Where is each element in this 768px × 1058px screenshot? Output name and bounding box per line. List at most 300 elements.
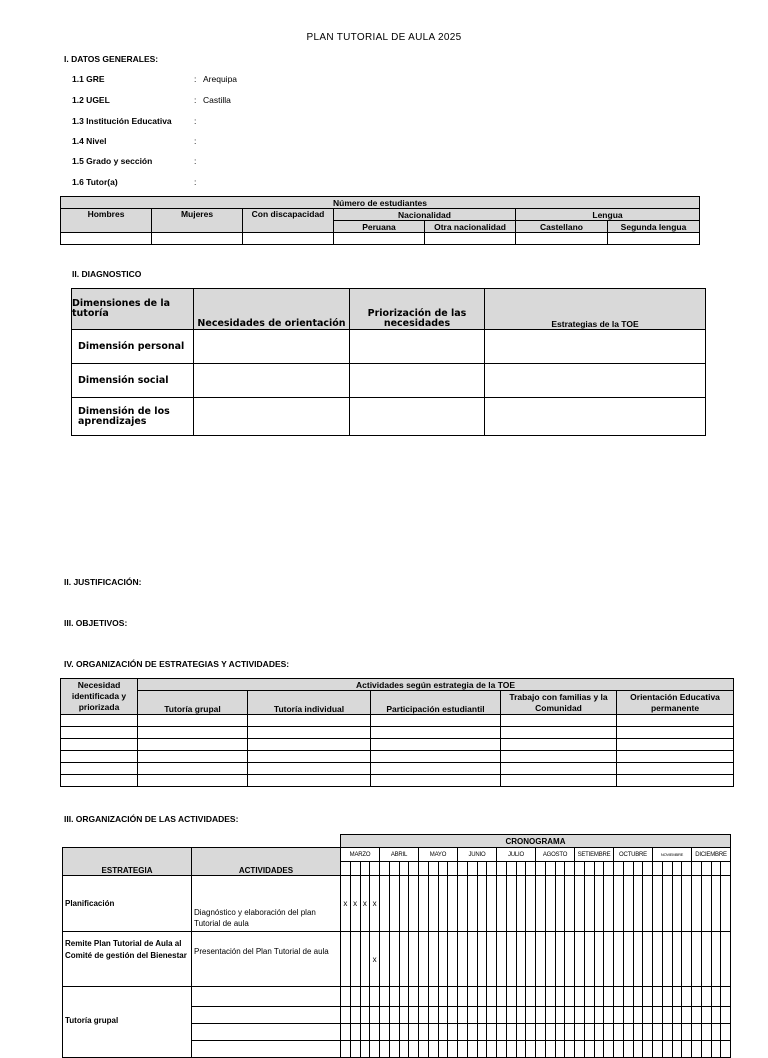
schedule-cell[interactable] [448, 932, 458, 987]
cell[interactable] [501, 751, 617, 763]
schedule-cell[interactable] [711, 932, 721, 987]
schedule-cell[interactable] [633, 876, 643, 932]
schedule-cell[interactable] [477, 876, 487, 932]
schedule-cell[interactable] [419, 1024, 429, 1041]
schedule-cell[interactable] [516, 1024, 526, 1041]
schedule-cell[interactable] [701, 1041, 711, 1058]
schedule-cell[interactable] [389, 1041, 399, 1058]
schedule-cell[interactable] [662, 932, 672, 987]
cell[interactable] [371, 775, 501, 787]
schedule-cell[interactable] [506, 987, 516, 1007]
week-cell [380, 862, 390, 876]
schedule-cell[interactable] [350, 932, 360, 987]
schedule-cell[interactable] [653, 932, 663, 987]
schedule-cell[interactable] [545, 1041, 555, 1058]
schedule-cell[interactable] [526, 1041, 536, 1058]
cell[interactable] [61, 739, 138, 751]
schedule-cell[interactable] [360, 1024, 370, 1041]
schedule-cell[interactable] [399, 1024, 409, 1041]
schedule-cell[interactable] [497, 876, 507, 932]
schedule-cell[interactable] [623, 932, 633, 987]
schedule-cell[interactable] [458, 1024, 468, 1041]
cell[interactable] [501, 727, 617, 739]
cell[interactable] [138, 775, 248, 787]
schedule-cell[interactable] [711, 1041, 721, 1058]
schedule-cell[interactable] [721, 1007, 731, 1024]
cell[interactable] [501, 763, 617, 775]
schedule-cell[interactable]: x [341, 876, 351, 932]
schedule-cell[interactable] [477, 1024, 487, 1041]
schedule-cell[interactable] [623, 1041, 633, 1058]
schedule-cell[interactable] [428, 1041, 438, 1058]
cell[interactable] [138, 763, 248, 775]
schedule-cell[interactable] [341, 1024, 351, 1041]
schedule-cell[interactable] [721, 987, 731, 1007]
schedule-cell[interactable] [389, 1024, 399, 1041]
schedule-cell[interactable] [458, 876, 468, 932]
cell[interactable] [152, 233, 243, 245]
schedule-cell[interactable] [545, 932, 555, 987]
schedule-cell[interactable] [721, 876, 731, 932]
cell[interactable] [61, 715, 138, 727]
schedule-cell[interactable] [662, 1041, 672, 1058]
cell[interactable] [371, 751, 501, 763]
schedule-cell[interactable] [536, 1041, 546, 1058]
cell[interactable] [138, 751, 248, 763]
schedule-cell[interactable] [682, 876, 692, 932]
schedule-cell[interactable] [389, 932, 399, 987]
cell[interactable] [485, 330, 706, 364]
schedule-cell[interactable] [389, 1007, 399, 1024]
schedule-cell[interactable] [487, 876, 497, 932]
schedule-cell[interactable] [350, 1007, 360, 1024]
schedule-cell[interactable] [389, 876, 399, 932]
schedule-cell[interactable] [448, 1007, 458, 1024]
cell[interactable] [617, 727, 734, 739]
schedule-cell[interactable] [584, 987, 594, 1007]
cell[interactable] [248, 751, 371, 763]
schedule-cell[interactable] [614, 932, 624, 987]
schedule-cell[interactable] [497, 932, 507, 987]
schedule-cell[interactable] [545, 1024, 555, 1041]
schedule-cell[interactable] [701, 987, 711, 1007]
schedule-cell[interactable] [516, 1007, 526, 1024]
schedule-cell[interactable] [653, 1007, 663, 1024]
schedule-cell[interactable] [487, 1007, 497, 1024]
schedule-cell[interactable] [399, 1041, 409, 1058]
schedule-cell[interactable] [604, 876, 614, 932]
schedule-cell[interactable] [692, 1024, 702, 1041]
schedule-cell[interactable] [565, 876, 575, 932]
schedule-cell[interactable] [575, 987, 585, 1007]
schedule-cell[interactable] [565, 1024, 575, 1041]
schedule-cell[interactable] [701, 1024, 711, 1041]
schedule-cell[interactable]: x [360, 876, 370, 932]
schedule-cell[interactable] [438, 1024, 448, 1041]
schedule-cell[interactable] [545, 1007, 555, 1024]
cell[interactable] [248, 739, 371, 751]
schedule-cell[interactable] [458, 1007, 468, 1024]
cell[interactable] [501, 775, 617, 787]
schedule-cell[interactable] [360, 1041, 370, 1058]
schedule-cell[interactable] [409, 876, 419, 932]
schedule-cell[interactable] [370, 987, 380, 1007]
schedule-cell[interactable] [409, 1041, 419, 1058]
schedule-cell[interactable] [399, 987, 409, 1007]
schedule-cell[interactable] [428, 1007, 438, 1024]
schedule-cell[interactable] [614, 987, 624, 1007]
schedule-cell[interactable] [409, 1007, 419, 1024]
schedule-cell[interactable] [389, 987, 399, 1007]
schedule-cell[interactable] [409, 932, 419, 987]
schedule-cell[interactable] [370, 1041, 380, 1058]
schedule-cell[interactable] [477, 1041, 487, 1058]
schedule-cell[interactable] [506, 1024, 516, 1041]
schedule-cell[interactable] [467, 987, 477, 1007]
cell[interactable] [192, 1007, 341, 1024]
cell[interactable] [334, 233, 425, 245]
cell[interactable] [501, 715, 617, 727]
schedule-cell[interactable] [575, 1024, 585, 1041]
schedule-cell[interactable] [614, 1041, 624, 1058]
cell[interactable] [617, 775, 734, 787]
schedule-cell[interactable] [555, 1007, 565, 1024]
schedule-cell[interactable] [594, 876, 604, 932]
schedule-cell[interactable] [614, 876, 624, 932]
schedule-cell[interactable] [672, 876, 682, 932]
schedule-cell[interactable] [370, 1024, 380, 1041]
cell[interactable] [350, 398, 485, 436]
schedule-cell[interactable] [516, 932, 526, 987]
schedule-cell[interactable] [341, 987, 351, 1007]
schedule-cell[interactable] [536, 876, 546, 932]
cell[interactable] [485, 364, 706, 398]
schedule-cell[interactable] [536, 987, 546, 1007]
schedule-cell[interactable] [633, 1024, 643, 1041]
cell[interactable] [617, 715, 734, 727]
schedule-cell[interactable] [721, 1041, 731, 1058]
schedule-cell[interactable] [526, 1024, 536, 1041]
schedule-cell[interactable] [575, 876, 585, 932]
schedule-cell[interactable] [380, 876, 390, 932]
schedule-cell[interactable] [477, 1007, 487, 1024]
schedule-cell[interactable] [584, 876, 594, 932]
cell[interactable] [138, 727, 248, 739]
schedule-cell[interactable] [672, 1041, 682, 1058]
schedule-cell[interactable] [428, 932, 438, 987]
schedule-cell[interactable] [536, 1024, 546, 1041]
schedule-cell[interactable] [370, 1007, 380, 1024]
schedule-cell[interactable] [497, 987, 507, 1007]
schedule-cell[interactable] [584, 1041, 594, 1058]
schedule-cell[interactable] [614, 1024, 624, 1041]
schedule-cell[interactable] [380, 1007, 390, 1024]
cell[interactable] [194, 398, 350, 436]
schedule-cell[interactable] [643, 1041, 653, 1058]
cell[interactable] [61, 775, 138, 787]
schedule-cell[interactable] [662, 876, 672, 932]
schedule-cell[interactable] [594, 1041, 604, 1058]
schedule-cell[interactable] [419, 876, 429, 932]
schedule-cell[interactable] [350, 1024, 360, 1041]
schedule-cell[interactable] [594, 987, 604, 1007]
schedule-cell[interactable] [399, 876, 409, 932]
schedule-cell[interactable] [438, 876, 448, 932]
schedule-cell[interactable] [721, 932, 731, 987]
schedule-cell[interactable] [438, 932, 448, 987]
cell[interactable] [192, 1041, 341, 1058]
schedule-cell[interactable] [721, 1024, 731, 1041]
cell[interactable] [350, 364, 485, 398]
schedule-cell[interactable] [555, 1024, 565, 1041]
schedule-cell[interactable] [516, 876, 526, 932]
schedule-cell[interactable] [526, 876, 536, 932]
schedule-cell[interactable] [438, 1007, 448, 1024]
schedule-cell[interactable] [711, 1007, 721, 1024]
schedule-cell[interactable] [682, 987, 692, 1007]
schedule-cell[interactable] [604, 1024, 614, 1041]
schedule-cell[interactable] [555, 1041, 565, 1058]
schedule-cell[interactable] [604, 932, 614, 987]
schedule-cell[interactable] [672, 987, 682, 1007]
cell[interactable] [138, 715, 248, 727]
schedule-cell[interactable] [477, 987, 487, 1007]
cell[interactable] [194, 364, 350, 398]
schedule-cell[interactable] [594, 1007, 604, 1024]
schedule-cell[interactable] [419, 1041, 429, 1058]
schedule-cell[interactable] [584, 932, 594, 987]
schedule-cell[interactable] [380, 987, 390, 1007]
schedule-cell[interactable] [682, 1024, 692, 1041]
schedule-cell[interactable] [575, 1007, 585, 1024]
cell[interactable] [617, 763, 734, 775]
schedule-cell[interactable] [360, 932, 370, 987]
schedule-cell[interactable] [555, 932, 565, 987]
schedule-cell[interactable] [506, 876, 516, 932]
schedule-cell[interactable] [360, 987, 370, 1007]
schedule-cell[interactable] [458, 987, 468, 1007]
cell[interactable] [61, 727, 138, 739]
schedule-cell[interactable] [633, 987, 643, 1007]
schedule-cell[interactable] [575, 932, 585, 987]
schedule-cell[interactable] [467, 1041, 477, 1058]
schedule-cell[interactable] [653, 987, 663, 1007]
schedule-cell[interactable] [448, 876, 458, 932]
cell[interactable] [371, 715, 501, 727]
schedule-cell[interactable] [516, 987, 526, 1007]
schedule-cell[interactable] [662, 987, 672, 1007]
schedule-cell[interactable] [438, 987, 448, 1007]
schedule-cell[interactable] [380, 1024, 390, 1041]
schedule-cell[interactable] [497, 1024, 507, 1041]
schedule-cell[interactable] [623, 876, 633, 932]
schedule-cell[interactable] [682, 1041, 692, 1058]
schedule-cell[interactable] [497, 1041, 507, 1058]
schedule-cell[interactable] [526, 1007, 536, 1024]
schedule-cell[interactable] [633, 1007, 643, 1024]
dimension-personal: Dimensión personal [72, 330, 194, 364]
schedule-cell[interactable] [614, 1007, 624, 1024]
schedule-cell[interactable] [672, 1024, 682, 1041]
schedule-cell[interactable] [692, 987, 702, 1007]
schedule-cell[interactable] [467, 1024, 477, 1041]
schedule-cell[interactable] [419, 987, 429, 1007]
cell[interactable] [516, 233, 608, 245]
cell[interactable] [61, 233, 152, 245]
schedule-cell[interactable] [692, 932, 702, 987]
schedule-cell[interactable] [428, 1024, 438, 1041]
schedule-cell[interactable] [692, 1041, 702, 1058]
schedule-cell[interactable] [594, 1024, 604, 1041]
schedule-cell[interactable] [604, 1007, 614, 1024]
schedule-cell[interactable] [653, 1041, 663, 1058]
cell[interactable] [248, 715, 371, 727]
schedule-cell[interactable] [623, 987, 633, 1007]
month-junio: JUNIO [458, 848, 497, 862]
cell[interactable] [617, 739, 734, 751]
schedule-cell[interactable] [633, 932, 643, 987]
schedule-cell[interactable] [575, 1041, 585, 1058]
schedule-cell[interactable] [701, 932, 711, 987]
schedule-cell[interactable] [448, 1041, 458, 1058]
schedule-cell[interactable] [536, 932, 546, 987]
schedule-cell[interactable] [643, 876, 653, 932]
schedule-cell[interactable] [604, 1041, 614, 1058]
cell[interactable] [192, 1024, 341, 1041]
schedule-cell[interactable] [350, 987, 360, 1007]
schedule-cell[interactable] [399, 1007, 409, 1024]
schedule-cell[interactable] [565, 932, 575, 987]
schedule-cell[interactable] [701, 1007, 711, 1024]
schedule-cell[interactable] [497, 1007, 507, 1024]
schedule-cell[interactable] [623, 1024, 633, 1041]
schedule-cell[interactable] [477, 932, 487, 987]
schedule-cell[interactable] [584, 1007, 594, 1024]
schedule-cell[interactable] [682, 1007, 692, 1024]
cell[interactable] [425, 233, 516, 245]
cell[interactable] [248, 727, 371, 739]
schedule-cell[interactable] [662, 1007, 672, 1024]
schedule-cell[interactable] [643, 932, 653, 987]
schedule-cell[interactable]: x [350, 876, 360, 932]
schedule-cell[interactable] [419, 932, 429, 987]
cell[interactable] [243, 233, 334, 245]
schedule-cell[interactable] [448, 987, 458, 1007]
schedule-cell[interactable] [438, 1041, 448, 1058]
schedule-cell[interactable] [428, 876, 438, 932]
schedule-cell[interactable] [545, 876, 555, 932]
schedule-cell[interactable] [565, 1041, 575, 1058]
cell[interactable] [61, 751, 138, 763]
schedule-cell[interactable] [506, 1007, 516, 1024]
schedule-cell[interactable] [458, 1041, 468, 1058]
cell[interactable] [248, 763, 371, 775]
week-cell [692, 862, 702, 876]
schedule-cell[interactable] [584, 1024, 594, 1041]
schedule-cell[interactable] [487, 987, 497, 1007]
schedule-cell[interactable] [594, 932, 604, 987]
cell[interactable] [61, 763, 138, 775]
schedule-cell[interactable] [643, 987, 653, 1007]
cell[interactable] [501, 739, 617, 751]
schedule-cell[interactable] [350, 1041, 360, 1058]
schedule-cell[interactable] [653, 876, 663, 932]
schedule-cell[interactable] [653, 1024, 663, 1041]
schedule-cell[interactable] [555, 987, 565, 1007]
schedule-cell[interactable] [672, 1007, 682, 1024]
schedule-cell[interactable] [409, 987, 419, 1007]
schedule-cell[interactable] [682, 932, 692, 987]
schedule-cell[interactable] [526, 987, 536, 1007]
schedule-cell[interactable] [428, 987, 438, 1007]
cell[interactable] [350, 330, 485, 364]
schedule-cell[interactable] [458, 932, 468, 987]
schedule-cell[interactable] [643, 1007, 653, 1024]
schedule-cell[interactable] [545, 987, 555, 1007]
schedule-cell[interactable] [419, 1007, 429, 1024]
schedule-cell[interactable] [467, 876, 477, 932]
schedule-cell[interactable] [604, 987, 614, 1007]
schedule-cell[interactable] [692, 876, 702, 932]
schedule-cell[interactable] [399, 932, 409, 987]
schedule-cell[interactable] [623, 1007, 633, 1024]
schedule-cell[interactable] [672, 932, 682, 987]
schedule-cell[interactable] [506, 932, 516, 987]
schedule-cell[interactable] [701, 876, 711, 932]
cell[interactable] [194, 330, 350, 364]
schedule-cell[interactable] [467, 1007, 477, 1024]
schedule-cell[interactable] [536, 1007, 546, 1024]
schedule-cell[interactable]: x [370, 876, 380, 932]
cell[interactable] [248, 775, 371, 787]
schedule-cell[interactable] [711, 987, 721, 1007]
schedule-cell[interactable] [341, 1007, 351, 1024]
schedule-cell[interactable] [341, 1041, 351, 1058]
cell[interactable] [371, 739, 501, 751]
schedule-cell[interactable] [380, 932, 390, 987]
schedule-cell[interactable] [487, 932, 497, 987]
cell[interactable] [371, 727, 501, 739]
schedule-cell[interactable] [380, 1041, 390, 1058]
cell[interactable] [485, 398, 706, 436]
schedule-cell[interactable] [360, 1007, 370, 1024]
schedule-cell[interactable] [711, 1024, 721, 1041]
cell[interactable] [371, 763, 501, 775]
schedule-cell[interactable] [448, 1024, 458, 1041]
schedule-cell[interactable] [633, 1041, 643, 1058]
schedule-cell[interactable] [711, 876, 721, 932]
cell[interactable] [192, 987, 341, 1007]
schedule-cell[interactable] [516, 1041, 526, 1058]
schedule-cell[interactable] [409, 1024, 419, 1041]
schedule-cell[interactable] [565, 1007, 575, 1024]
schedule-cell[interactable] [692, 1007, 702, 1024]
schedule-cell[interactable] [506, 1041, 516, 1058]
schedule-cell[interactable] [341, 932, 351, 987]
schedule-cell[interactable] [487, 1041, 497, 1058]
cell[interactable] [608, 233, 700, 245]
schedule-cell[interactable] [643, 1024, 653, 1041]
schedule-cell[interactable] [662, 1024, 672, 1041]
schedule-cell[interactable]: x [370, 932, 380, 987]
schedule-cell[interactable] [487, 1024, 497, 1041]
schedule-cell[interactable] [526, 932, 536, 987]
schedule-cell[interactable] [467, 932, 477, 987]
cell[interactable] [617, 751, 734, 763]
schedule-cell[interactable] [555, 876, 565, 932]
schedule-cell[interactable] [565, 987, 575, 1007]
cell[interactable] [138, 739, 248, 751]
